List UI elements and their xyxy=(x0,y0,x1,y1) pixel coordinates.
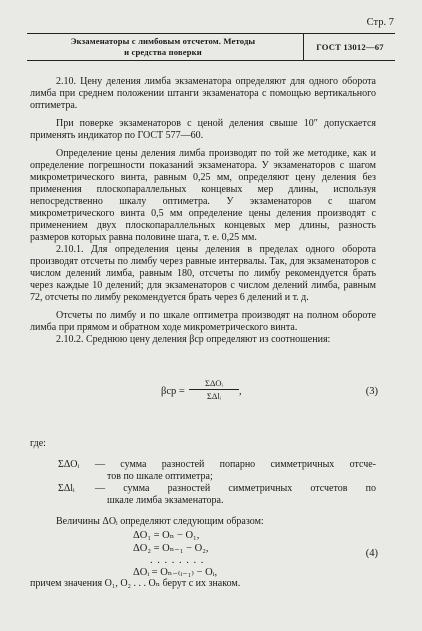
equation-3-tail: , xyxy=(239,386,242,397)
equation-3-fraction xyxy=(189,378,239,401)
where-label: где: xyxy=(30,438,46,449)
formula-line: ΔO₂ = Oₙ₋₁ − O₂, xyxy=(133,543,209,554)
paragraph: 2.10.1. Для определения цены деления в пределах одного оборота производят отсчеты по лимбу через равные интервалы. Так, для экзаменаторов с числом делений лимба, равным 180, отсчеты по лимбу рекомендуется брать через каждые 10 делений; для экзаменаторов с числом делений лимба, равным 72, отсчеты по лимбу рекомендуется брать через 6 делений и т. д. xyxy=(30,244,376,303)
paragraph: Определение цены деления лимба производят по той же методике, как и определение погрешности показаний экзаменатора. У экзаменаторов с шагом микрометрического винта, равным 0,25 мм, определяют цену деления без применения плоскопараллельных концевых мер длины, используя непосредственно шкалу оптиметра. У экзаменаторов с шагом микрометрического винта 0,5 мм определение цены деления производят с применением двух плоскопараллельных концевых мер длины, разность размеров которых равна половине шага, т. е. 0,25 мм. xyxy=(30,148,376,243)
header-title-line2: и средства поверки xyxy=(124,46,202,57)
paragraph: 2.10.2. Среднюю цену деления βср определяют из соотношения: xyxy=(56,334,331,345)
intro-line: Величины ΔOᵢ определяют следующим образом: xyxy=(56,516,264,527)
equation-4-number: (4) xyxy=(365,548,378,559)
formula-line: ΔO₁ = Oₙ − O₁, xyxy=(133,530,200,541)
paragraph: 2.10. Цену деления лимба экзаменатора определяют для одного оборота лимба при среднем положении штанги экзаменатора с помощью вертикального оптиметра. xyxy=(30,76,376,111)
paragraph: Отсчеты по лимбу и по шкале оптиметра производят на полном обороте лимба при прямом и обратном ходе микрометрического винта. xyxy=(30,310,376,333)
formula-dots: . . . . . . . . xyxy=(150,555,205,566)
definition-symbol: ΣΔOᵢ xyxy=(58,459,80,470)
document-body xyxy=(30,76,376,346)
header-divider xyxy=(303,34,304,60)
standard-number: ГОСТ 13012—67 xyxy=(316,42,384,52)
definition-text: тов по шкале оптиметра; xyxy=(107,471,213,482)
paragraph: При поверке экзаменаторов с ценой деления свыше 10″ допускается применять индикатор по ГОСТ 577—60. xyxy=(30,118,376,141)
definition-text: — сумма разностей попарно симметричных отсче- xyxy=(95,459,376,470)
page-number: Стр. 7 xyxy=(366,17,394,28)
equation-3-numerator: ΣΔOᵢ xyxy=(189,378,239,390)
formula-line: ΔOᵢ = Oₙ₋₍ᵢ₋₁₎ − Oᵢ, xyxy=(133,567,218,578)
header-title-line1: Экзаменаторы с лимбовым отсчетом. Методы xyxy=(70,36,256,46)
document-header xyxy=(27,33,395,61)
definition-text: — сумма разностей симметричных отсчетов по xyxy=(95,483,376,494)
equation-3-denominator: ΣΔlᵢ xyxy=(206,391,222,401)
closing-line: причем значения O₁, O₂ . . . Oₙ берут с их знаком. xyxy=(30,578,241,589)
definition-text: шкале лимба экзаменатора. xyxy=(107,495,224,506)
definition-symbol: ΣΔlᵢ xyxy=(58,483,75,494)
equation-3-number: (3) xyxy=(365,386,378,397)
header-title xyxy=(27,36,299,57)
equation-3-lhs: βср = xyxy=(161,386,185,397)
